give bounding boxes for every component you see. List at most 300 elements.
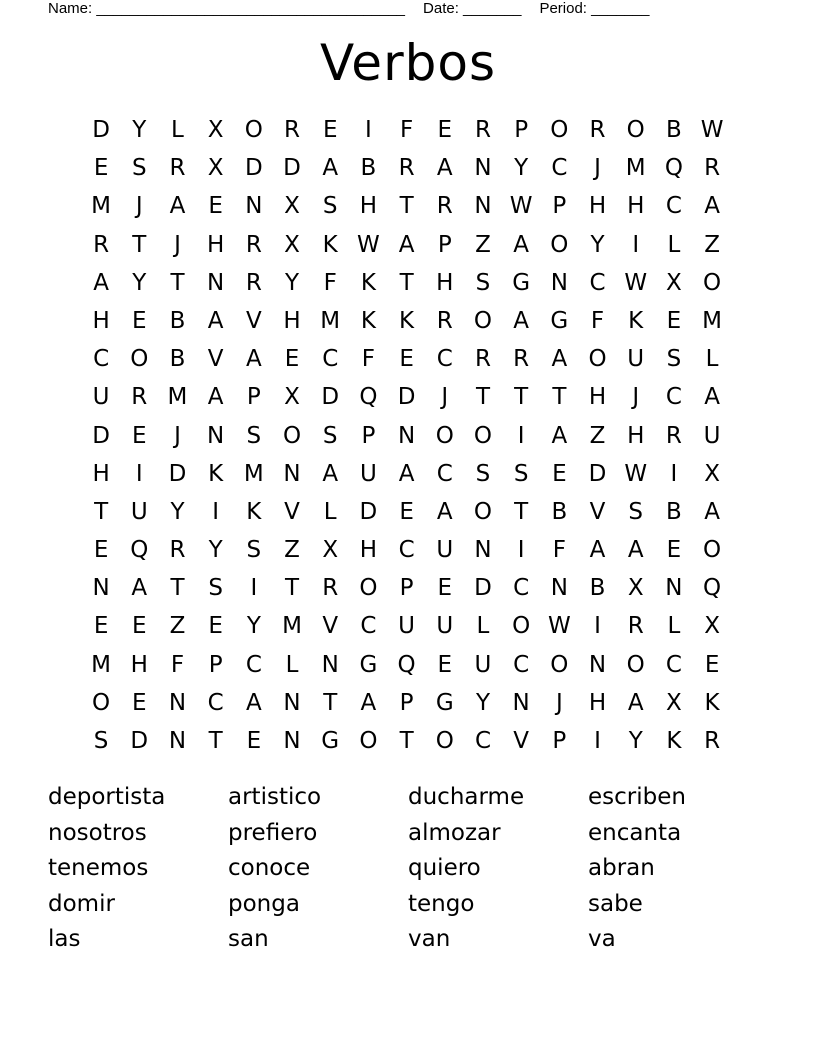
grid-row: [82, 264, 732, 302]
grid-letter: O: [473, 307, 493, 334]
grid-letter: I: [594, 728, 601, 754]
grid-letter: R: [245, 231, 262, 258]
grid-letter: E: [93, 613, 109, 640]
grid-letter: O: [359, 728, 378, 754]
grid-letter: A: [245, 346, 262, 373]
grid-row: [82, 417, 732, 455]
grid-letter: Y: [132, 117, 147, 143]
grid-letter: E: [552, 460, 567, 487]
grid-letter: I: [517, 537, 525, 564]
grid-letter: K: [399, 307, 415, 334]
grid-letter: O: [588, 346, 607, 373]
grid-letter: B: [360, 155, 377, 182]
grid-letter: A: [360, 689, 377, 716]
word-bank-item: las: [48, 926, 81, 952]
grid-letter: K: [360, 307, 376, 334]
grid-letter: U: [359, 460, 377, 487]
grid-letter: N: [474, 537, 492, 564]
grid-letter: B: [666, 117, 682, 143]
grid-letter: E: [208, 613, 223, 640]
word-bank-item: nosotros: [48, 819, 147, 846]
grid-letter: E: [132, 689, 147, 716]
grid-letter: I: [594, 613, 601, 640]
grid-letter: F: [170, 651, 185, 678]
grid-letter: E: [322, 117, 338, 143]
grid-letter: J: [594, 155, 601, 182]
grid-letter: Y: [628, 728, 643, 754]
grid-letter: Y: [514, 155, 529, 182]
grid-letter: O: [435, 728, 454, 754]
grid-letter: F: [552, 537, 566, 564]
grid-letter: X: [322, 537, 339, 564]
grid-letter: H: [130, 651, 148, 678]
grid-letter: E: [132, 307, 147, 334]
grid-letter: A: [245, 689, 262, 716]
grid-letter: M: [167, 384, 188, 411]
grid-row: [82, 722, 732, 760]
grid-letter: N: [207, 422, 225, 449]
grid-letter: A: [93, 269, 109, 296]
grid-letter: T: [552, 384, 567, 411]
grid-letter: J: [174, 231, 181, 258]
grid-letter: Z: [284, 537, 300, 564]
grid-letter: A: [589, 537, 606, 564]
grid-letter: N: [168, 689, 187, 716]
grid-letter: Z: [475, 231, 491, 258]
grid-row: [82, 187, 732, 225]
grid-letter: P: [552, 728, 567, 754]
grid-letter: N: [474, 193, 492, 220]
word-bank-item: escriben: [588, 784, 686, 810]
grid-letter: S: [475, 460, 491, 487]
grid-letter: C: [322, 346, 339, 373]
grid-letter: W: [624, 269, 648, 296]
grid-letter: H: [588, 193, 607, 220]
grid-letter: X: [627, 575, 644, 602]
grid-letter: R: [665, 422, 682, 449]
grid-letter: A: [131, 575, 148, 602]
word-bank-item: abran: [588, 855, 655, 881]
grid-letter: T: [285, 575, 300, 602]
grid-letter: T: [132, 231, 147, 258]
grid-letter: O: [244, 117, 263, 143]
grid-letter: F: [361, 346, 376, 373]
grid-letter: A: [436, 155, 453, 182]
grid-letter: B: [169, 307, 186, 334]
grid-letter: S: [666, 346, 682, 373]
grid-letter: K: [704, 689, 720, 716]
grid-letter: L: [705, 346, 719, 373]
grid-letter: N: [168, 728, 187, 754]
grid-letter: X: [704, 613, 720, 640]
word-bank-item: tenemos: [48, 855, 149, 881]
grid-letter: T: [399, 269, 414, 296]
grid-letter: X: [704, 460, 720, 487]
grid-letter: C: [360, 613, 377, 640]
grid-letter: B: [169, 346, 186, 373]
grid-letter: I: [250, 575, 258, 602]
grid-letter: O: [550, 117, 569, 143]
grid-letter: R: [436, 307, 453, 334]
grid-letter: R: [169, 537, 186, 564]
grid-letter: S: [475, 269, 491, 296]
grid-letter: I: [670, 460, 678, 487]
word-bank: [48, 780, 768, 958]
grid-letter: D: [130, 728, 149, 754]
grid-letter: H: [92, 307, 110, 334]
grid-letter: O: [550, 231, 569, 258]
grid-letter: R: [704, 155, 721, 182]
grid-letter: I: [365, 117, 372, 143]
grid-letter: S: [208, 575, 223, 602]
grid-letter: S: [513, 460, 529, 487]
grid-letter: E: [284, 346, 300, 373]
grid-row: [82, 226, 732, 264]
grid-letter: O: [92, 689, 111, 716]
grid-letter: A: [398, 231, 415, 258]
grid-letter: O: [512, 613, 531, 640]
grid-letter: P: [514, 117, 529, 143]
grid-letter: D: [321, 384, 340, 411]
grid-letter: T: [399, 728, 414, 754]
header-fields: [48, 0, 650, 20]
grid-letter: E: [132, 613, 147, 640]
grid-letter: L: [285, 651, 299, 678]
grid-letter: T: [94, 498, 109, 525]
word-bank-item: tengo: [408, 890, 475, 917]
grid-letter: D: [283, 155, 301, 182]
grid-letter: A: [207, 384, 224, 411]
grid-letter: I: [632, 231, 640, 258]
grid-letter: M: [91, 193, 112, 220]
grid-letter: N: [588, 651, 607, 678]
grid-letter: H: [588, 689, 607, 716]
grid-letter: H: [359, 193, 378, 220]
grid-letter: E: [132, 422, 147, 449]
grid-letter: Y: [208, 537, 223, 564]
grid-letter: C: [398, 537, 415, 564]
grid-letter: A: [627, 537, 644, 564]
word-bank-item: artistico: [228, 784, 322, 810]
grid-letter: A: [513, 307, 530, 334]
grid-letter: T: [514, 384, 529, 411]
word-bank-item: san: [228, 926, 269, 952]
grid-letter: E: [399, 346, 414, 373]
grid-letter: F: [399, 117, 414, 143]
grid-row: [82, 340, 732, 378]
word-bank-item: quiero: [408, 855, 481, 881]
grid-letter: J: [441, 384, 449, 411]
grid-row: [82, 302, 732, 340]
grid-letter: B: [666, 498, 682, 525]
grid-row: [82, 607, 732, 645]
grid-row: [82, 646, 732, 684]
grid-letter: Q: [359, 384, 378, 411]
grid-letter: E: [666, 307, 682, 334]
grid-letter: B: [551, 498, 568, 525]
grid-letter: J: [135, 193, 143, 220]
grid-letter: Y: [132, 269, 147, 296]
grid-row: [82, 149, 732, 187]
grid-row: [82, 684, 732, 722]
grid-letter: R: [169, 155, 186, 182]
grid-letter: D: [588, 460, 607, 487]
grid-letter: N: [245, 193, 263, 220]
grid-letter: T: [323, 689, 338, 716]
grid-letter: A: [704, 498, 720, 525]
grid-letter: R: [322, 575, 339, 602]
grid-letter: C: [474, 728, 491, 754]
grid-letter: V: [284, 498, 300, 525]
grid-letter: E: [399, 498, 414, 525]
grid-letter: E: [93, 155, 109, 182]
grid-letter: J: [174, 422, 181, 449]
grid-letter: C: [665, 651, 682, 678]
grid-letter: S: [322, 422, 338, 449]
grid-letter: E: [437, 651, 453, 678]
period-field-label: Period: _______: [539, 0, 650, 17]
word-bank-item: deportista: [48, 784, 166, 810]
grid-letter: C: [436, 346, 453, 373]
grid-letter: C: [665, 384, 682, 411]
grid-letter: X: [666, 689, 682, 716]
grid-letter: P: [399, 689, 414, 716]
grid-letter: M: [91, 651, 112, 678]
grid-letter: I: [517, 422, 525, 449]
grid-letter: N: [92, 575, 110, 602]
grid-letter: U: [130, 498, 148, 525]
grid-letter: U: [398, 613, 416, 640]
grid-letter: T: [399, 193, 414, 220]
word-bank-item: domir: [48, 890, 115, 917]
grid-letter: D: [92, 117, 110, 143]
grid-letter: Q: [664, 155, 683, 182]
grid-letter: E: [246, 728, 262, 754]
grid-letter: P: [208, 651, 223, 678]
grid-letter: U: [92, 384, 110, 411]
grid-letter: Q: [397, 651, 416, 678]
grid-letter: Y: [590, 231, 605, 258]
grid-letter: O: [130, 346, 149, 373]
grid-letter: V: [207, 346, 224, 373]
grid-letter: N: [283, 689, 301, 716]
grid-letter: C: [551, 155, 568, 182]
grid-letter: E: [437, 117, 453, 143]
grid-letter: I: [135, 460, 143, 487]
grid-letter: A: [627, 689, 644, 716]
grid-letter: E: [437, 575, 453, 602]
grid-letter: O: [703, 537, 722, 564]
grid-letter: O: [435, 422, 454, 449]
grid-letter: D: [359, 498, 378, 525]
grid-letter: I: [212, 498, 220, 525]
grid-row: [82, 378, 732, 416]
grid-letter: Q: [703, 575, 722, 602]
grid-letter: Y: [170, 498, 185, 525]
grid-letter: N: [207, 269, 225, 296]
grid-letter: N: [665, 575, 683, 602]
grid-letter: H: [627, 422, 645, 449]
grid-letter: R: [627, 613, 644, 640]
grid-letter: N: [512, 689, 530, 716]
grid-letter: S: [322, 193, 338, 220]
grid-letter: N: [550, 575, 568, 602]
grid-letter: A: [398, 460, 415, 487]
word-bank-item: encanta: [588, 819, 682, 846]
grid-letter: L: [667, 231, 681, 258]
grid-letter: M: [702, 307, 723, 334]
grid-letter: P: [437, 231, 452, 258]
grid-letter: S: [131, 155, 147, 182]
grid-letter: M: [625, 155, 646, 182]
word-bank-item: sabe: [588, 890, 643, 917]
word-bank-item: almozar: [408, 819, 501, 846]
grid-letter: H: [207, 231, 225, 258]
grid-letter: H: [283, 307, 301, 334]
grid-letter: S: [93, 728, 109, 754]
grid-letter: V: [513, 728, 530, 754]
grid-letter: L: [323, 498, 337, 525]
grid-letter: K: [322, 231, 338, 258]
grid-letter: O: [473, 498, 493, 525]
grid-row: [82, 455, 732, 493]
grid-letter: C: [665, 193, 682, 220]
grid-letter: S: [246, 537, 262, 564]
grid-letter: Z: [589, 422, 606, 449]
grid-letter: U: [474, 651, 492, 678]
grid-letter: N: [474, 155, 492, 182]
grid-row: [82, 531, 732, 569]
grid-letter: N: [321, 651, 339, 678]
grid-letter: J: [555, 689, 563, 716]
grid-letter: H: [92, 460, 110, 487]
grid-letter: H: [359, 537, 378, 564]
word-bank-item: ducharme: [408, 784, 525, 810]
grid-letter: G: [435, 689, 454, 716]
grid-letter: Y: [246, 613, 261, 640]
grid-letter: R: [436, 193, 453, 220]
grid-letter: R: [284, 117, 301, 143]
grid-letter: O: [703, 269, 722, 296]
word-bank-item: conoce: [228, 855, 311, 881]
grid-letter: X: [284, 193, 300, 220]
grid-letter: U: [436, 613, 454, 640]
grid-letter: C: [436, 460, 453, 487]
grid-letter: K: [628, 307, 644, 334]
grid-letter: W: [547, 613, 571, 640]
grid-letter: K: [208, 460, 224, 487]
grid-letter: O: [473, 422, 493, 449]
grid-letter: Z: [704, 231, 720, 258]
grid-letter: K: [360, 269, 376, 296]
name-field-label: Name: _____________________________________: [48, 0, 406, 17]
grid-letter: A: [551, 422, 568, 449]
word-bank-item: van: [408, 926, 451, 952]
grid-letter: D: [397, 384, 416, 411]
grid-letter: G: [321, 728, 340, 754]
grid-letter: C: [513, 575, 530, 602]
grid-row: [82, 493, 732, 531]
grid-letter: A: [322, 155, 339, 182]
grid-letter: R: [131, 384, 148, 411]
grid-letter: N: [397, 422, 416, 449]
grid-letter: M: [243, 460, 264, 487]
grid-letter: G: [550, 307, 569, 334]
date-field-label: Date: _______: [423, 0, 522, 17]
grid-letter: W: [357, 231, 380, 258]
grid-letter: W: [700, 117, 724, 143]
grid-letter: C: [93, 346, 110, 373]
grid-letter: V: [245, 307, 262, 334]
grid-letter: E: [704, 651, 720, 678]
grid-letter: C: [513, 651, 530, 678]
grid-letter: K: [666, 728, 682, 754]
grid-letter: X: [666, 269, 682, 296]
grid-letter: T: [475, 384, 490, 411]
grid-letter: O: [359, 575, 378, 602]
grid-letter: Q: [130, 537, 149, 564]
grid-letter: L: [667, 613, 681, 640]
grid-letter: F: [323, 269, 337, 296]
grid-letter: T: [208, 728, 223, 754]
grid-letter: E: [93, 537, 109, 564]
grid-letter: C: [589, 269, 606, 296]
grid-letter: A: [551, 346, 568, 373]
grid-letter: K: [246, 498, 262, 525]
grid-letter: T: [170, 575, 185, 602]
grid-letter: V: [589, 498, 606, 525]
grid-letter: R: [513, 346, 530, 373]
grid-letter: U: [436, 537, 454, 564]
grid-letter: D: [92, 422, 110, 449]
grid-letter: E: [666, 537, 682, 564]
word-bank-item: va: [588, 926, 616, 952]
grid-letter: A: [704, 193, 720, 220]
grid-letter: S: [628, 498, 644, 525]
grid-letter: A: [436, 498, 453, 525]
page-title: Verbos: [319, 34, 497, 92]
grid-letter: O: [550, 651, 569, 678]
grid-letter: E: [208, 193, 223, 220]
grid-letter: G: [359, 651, 378, 678]
grid-letter: F: [590, 307, 605, 334]
grid-letter: Y: [285, 269, 300, 296]
grid-letter: R: [245, 269, 262, 296]
grid-letter: L: [476, 613, 490, 640]
grid-letter: X: [207, 155, 224, 182]
grid-letter: N: [283, 728, 301, 754]
grid-letter: M: [320, 307, 341, 334]
grid-letter: D: [168, 460, 187, 487]
grid-letter: U: [627, 346, 645, 373]
grid-letter: R: [704, 728, 721, 754]
grid-letter: D: [474, 575, 492, 602]
grid-letter: T: [514, 498, 529, 525]
word-bank-item: prefiero: [228, 819, 318, 846]
grid-letter: A: [704, 384, 720, 411]
grid-letter: R: [474, 117, 491, 143]
grid-letter: D: [244, 155, 263, 182]
grid-letter: O: [626, 117, 645, 143]
grid-letter: M: [282, 613, 302, 640]
grid-letter: S: [246, 422, 262, 449]
grid-letter: G: [512, 269, 531, 296]
grid-letter: C: [245, 651, 262, 678]
grid-row: [82, 569, 732, 607]
grid-letter: R: [589, 117, 606, 143]
grid-letter: Z: [169, 613, 186, 640]
grid-letter: C: [207, 689, 224, 716]
